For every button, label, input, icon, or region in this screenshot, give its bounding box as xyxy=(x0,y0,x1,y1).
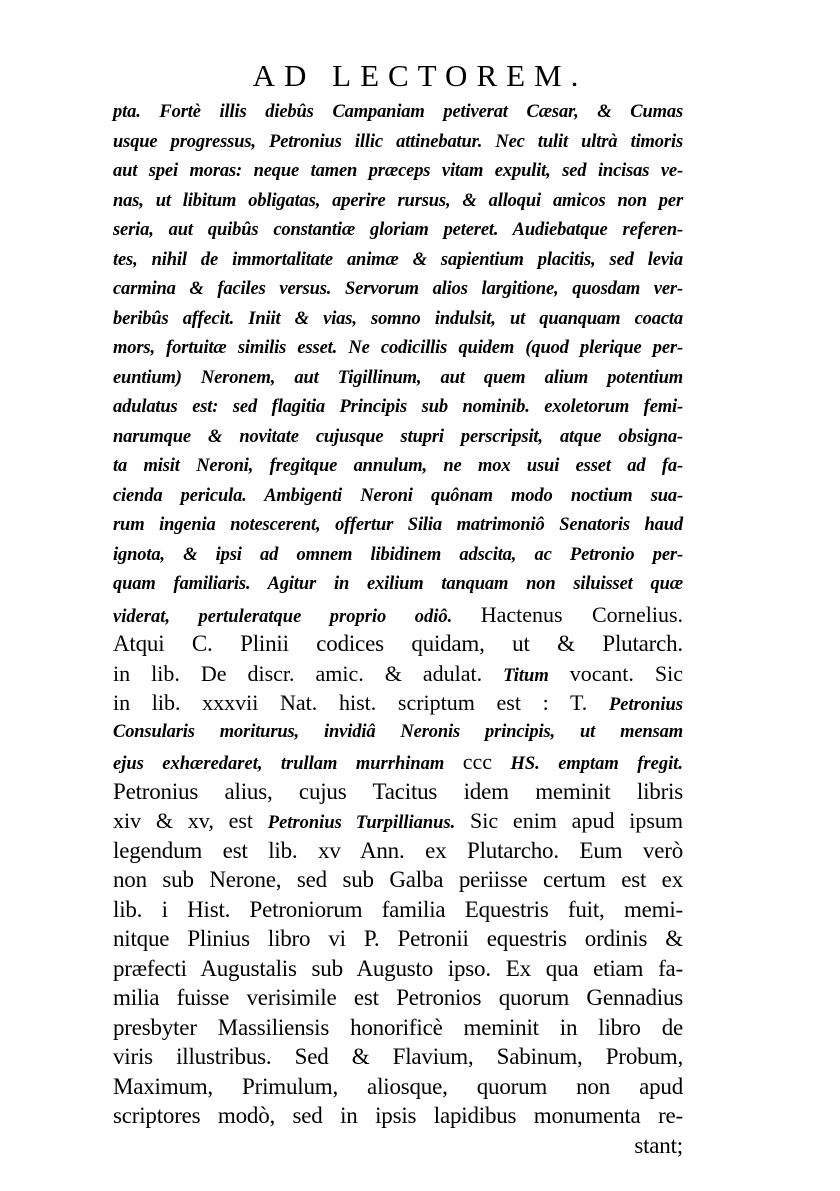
text-line xyxy=(113,275,683,305)
roman-text: viris illustribus. Sed & Flavium, Sabinum, Probum, xyxy=(113,1044,683,1069)
text-line xyxy=(113,718,683,748)
text-line xyxy=(113,688,683,718)
text-line xyxy=(113,305,683,335)
roman-text: præfecti Augustalis sub Augusto ipso. Ex qua etiam fa- xyxy=(113,955,683,981)
text-line xyxy=(113,482,683,512)
text-line xyxy=(113,187,683,217)
italic-text: aut spei moras: neque tamen præceps vitam expulit, sed incisas ve- xyxy=(113,161,683,181)
italic-text: nas, ut libitum obligatas, aperire rursus, & alloqui amicos non per xyxy=(113,190,683,211)
text-line xyxy=(113,452,683,482)
text-line xyxy=(113,777,683,807)
text-line xyxy=(113,659,683,689)
text-line xyxy=(113,216,683,246)
text-line xyxy=(113,364,683,394)
italic-text: Titum xyxy=(503,665,549,686)
italic-text: Petronius xyxy=(608,695,683,715)
italic-text: tes, nihil de immortalitate animæ & sapientium placitis, sed levia xyxy=(113,249,683,270)
roman-text: in lib. De discr. amic. & adulat. xyxy=(113,660,504,686)
text-line xyxy=(113,334,683,364)
roman-text: Sic enim apud ipsum xyxy=(455,808,683,833)
italic-text: carmina & faciles versus. Servorum alios largitione, quosdam ver- xyxy=(113,279,683,299)
italic-text: Petronius Turpillianus. xyxy=(267,813,456,833)
text-line xyxy=(113,865,683,895)
text-line xyxy=(113,1072,683,1102)
italic-text: Consularis moriturus, invidiâ Neronis principis, ut mensam xyxy=(113,721,683,742)
italic-text: ta misit Neroni, fregitque annulum, ne mox usui esset ad fa- xyxy=(113,456,683,476)
italic-text: cienda pericula. Ambigenti Neroni quônam modo noctium sua- xyxy=(113,485,683,506)
text-line xyxy=(113,600,683,630)
italic-text: viderat, pertuleratque proprio odiô. xyxy=(113,606,481,627)
roman-text: nitque Plinius libro vi P. Petronii equestris ordinis & xyxy=(113,926,683,951)
text-line xyxy=(113,806,683,836)
italic-text: euntium) Neronem, aut Tigillinum, aut quem alium potentium xyxy=(113,367,683,388)
roman-text: in lib. xxxvii Nat. hist. scriptum est : T. xyxy=(113,690,609,715)
text-line xyxy=(113,570,683,600)
italic-text: HS. emptam fregit. xyxy=(492,754,683,774)
text-line xyxy=(113,98,683,128)
roman-text: non sub Nerone, sed sub Galba periisse certum est ex xyxy=(113,867,683,892)
text-line xyxy=(113,1042,683,1072)
roman-text: stant; xyxy=(634,1132,683,1158)
text-line xyxy=(113,1131,683,1161)
roman-text: Hactenus Cornelius. xyxy=(480,601,683,627)
italic-text: ignota, & ipsi ad omnem libidinem adscita, ac Petronio per- xyxy=(113,544,683,565)
italic-text: rum ingenia notescerent, offertur Silia matrimoniô Senatoris haud xyxy=(113,515,683,535)
italic-text: quam familiaris. Agitur in exilium tanquam non siluisset quæ xyxy=(113,574,683,594)
text-line xyxy=(113,836,683,866)
roman-text: presbyter Massiliensis honorificè meminit in libro de xyxy=(113,1014,683,1040)
roman-text: scriptores modò, sed in ipsis lapidibus monumenta re- xyxy=(113,1103,683,1128)
running-head: AD LECTOREM. xyxy=(252,58,588,93)
body-text xyxy=(113,98,683,1160)
text-line xyxy=(113,511,683,541)
italic-text: pta. Fortè illis diebûs Campaniam petiverat Cæsar, & Cumas xyxy=(113,102,683,122)
text-line xyxy=(113,924,683,954)
roman-text: Petronius alius, cujus Tacitus idem meminit libris xyxy=(113,778,683,804)
text-line xyxy=(113,393,683,423)
text-line xyxy=(113,541,683,571)
text-line xyxy=(113,1013,683,1043)
text-line xyxy=(113,629,683,659)
text-line xyxy=(113,128,683,158)
text-line xyxy=(113,157,683,187)
roman-text: Atqui C. Plinii codices quidam, ut & Plutarch. xyxy=(113,631,683,656)
text-line xyxy=(113,983,683,1013)
roman-text: lib. i Hist. Petroniorum familia Equestris fuit, memi- xyxy=(113,896,683,922)
roman-text: xiv & xv, est xyxy=(113,808,268,833)
roman-text: legendum est lib. xv Ann. ex Plutarcho. Eum verò xyxy=(113,837,683,863)
text-line xyxy=(113,423,683,453)
italic-text: ejus exhæredaret, trullam murrhinam xyxy=(113,754,463,774)
roman-text: vocant. Sic xyxy=(548,660,683,686)
italic-text: beribûs affecit. Iniit & vias, somno indulsit, ut quanquam coacta xyxy=(113,308,683,329)
text-line xyxy=(113,895,683,925)
roman-text: ccc xyxy=(462,749,493,774)
roman-text: milia fuisse verisimile est Petronios quorum Gennadius xyxy=(113,985,683,1010)
italic-text: usque progressus, Petronius illic attinebatur. Nec tulit ultrà timoris xyxy=(113,131,683,152)
italic-text: seria, aut quibûs constantiæ gloriam peteret. Audiebatque referen- xyxy=(113,220,683,240)
text-line xyxy=(113,246,683,276)
text-line xyxy=(113,747,683,777)
italic-text: adulatus est: sed flagitia Principis sub nominib. exoletorum femi- xyxy=(113,397,683,417)
text-line xyxy=(113,954,683,984)
text-line xyxy=(113,1101,683,1131)
roman-text: Maximum, Primulum, aliosque, quorum non apud xyxy=(113,1073,683,1099)
italic-text: mors, fortuitæ similis esset. Ne codicillis quidem (quod plerique per- xyxy=(113,338,683,358)
italic-text: narumque & novitate cujusque stupri perscripsit, atque obsigna- xyxy=(113,426,683,447)
